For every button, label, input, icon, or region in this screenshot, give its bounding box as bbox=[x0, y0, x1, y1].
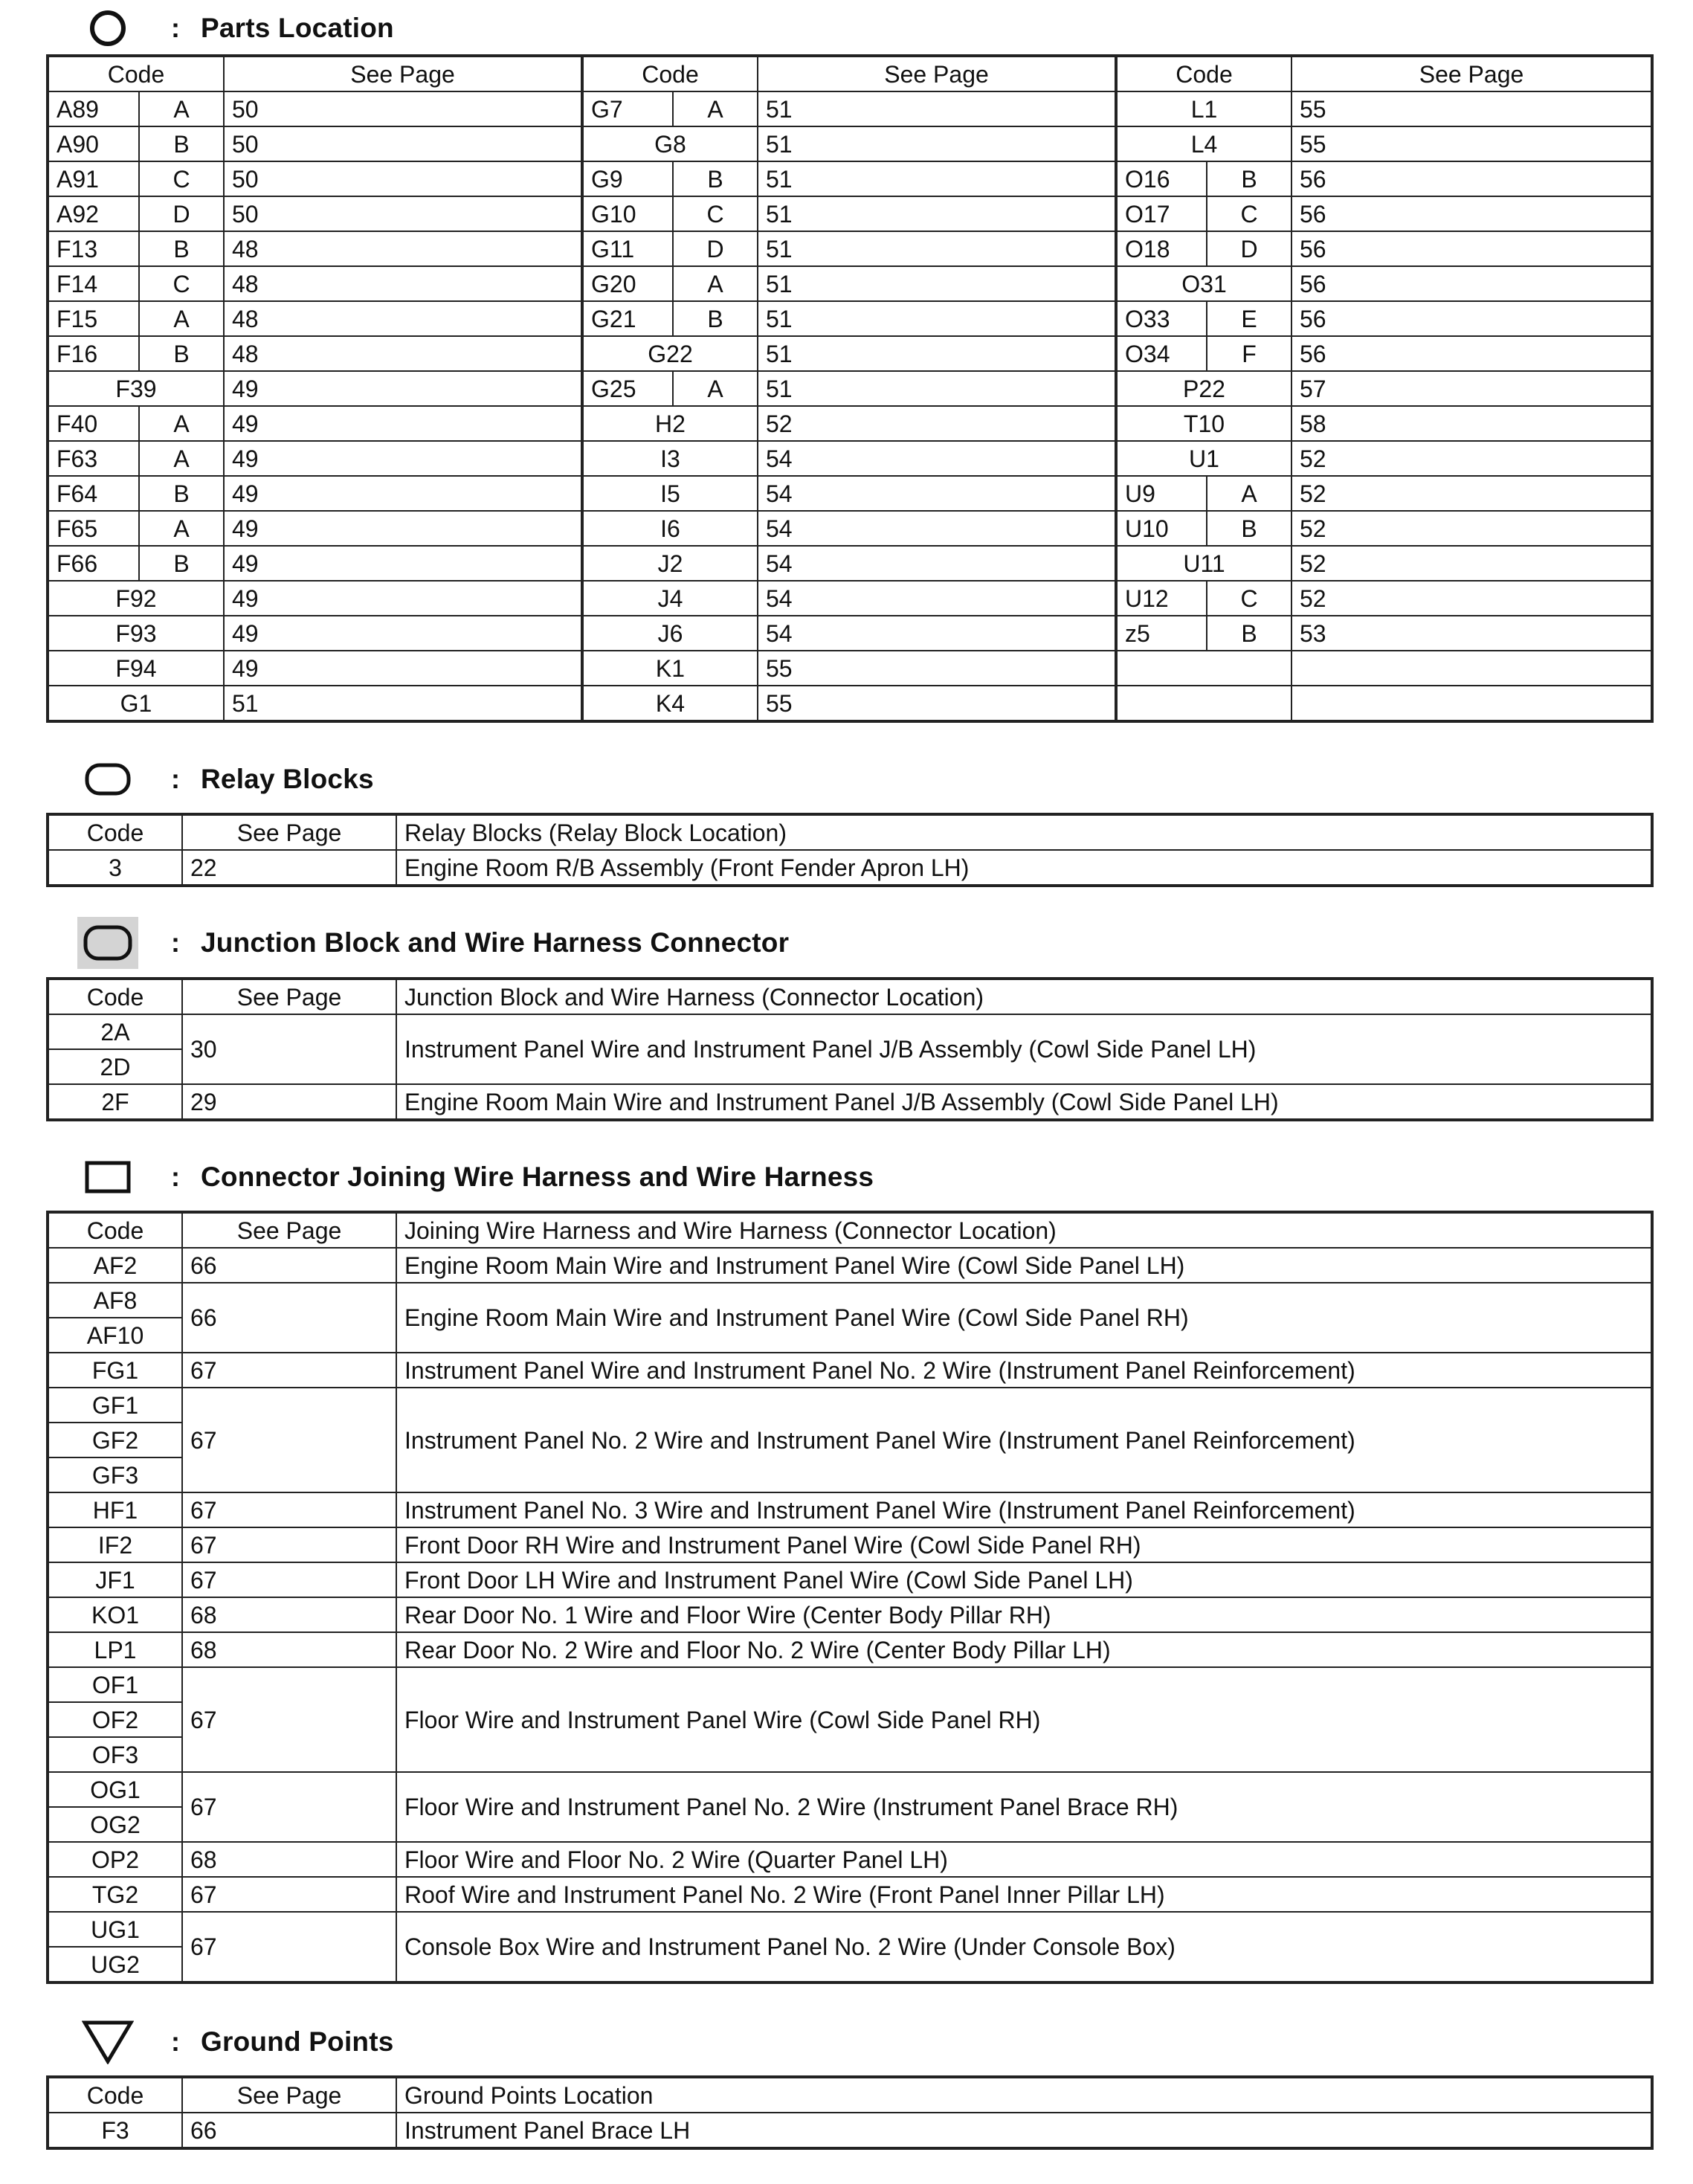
table-row bbox=[48, 1084, 1651, 1119]
code-cell: LP1 bbox=[48, 1632, 182, 1667]
see-page-value: 50 bbox=[224, 126, 582, 161]
shaded-rounded-rect-icon bbox=[74, 921, 141, 965]
see-page-header: See Page bbox=[182, 979, 396, 1014]
table-row bbox=[48, 1014, 1651, 1049]
see-page-value: 52 bbox=[758, 406, 1116, 441]
see-page-value: 66 bbox=[182, 1283, 396, 1353]
code-cell: OF3 bbox=[48, 1737, 182, 1772]
table-row bbox=[48, 511, 1651, 546]
see-page-value: 54 bbox=[758, 616, 1116, 651]
part-code: O18 bbox=[1116, 231, 1207, 266]
location-description: Front Door LH Wire and Instrument Panel Wire (Cowl Side Panel LH) bbox=[396, 1562, 1651, 1597]
see-page-value: 51 bbox=[758, 91, 1116, 126]
see-page-value: 22 bbox=[182, 850, 396, 885]
location-letter: D bbox=[673, 231, 758, 266]
see-page-value: 52 bbox=[1291, 511, 1651, 546]
see-page-value: 56 bbox=[1291, 196, 1651, 231]
part-code: F64 bbox=[48, 476, 139, 511]
location-description: Floor Wire and Floor No. 2 Wire (Quarter Panel LH) bbox=[396, 1842, 1651, 1877]
ground-points-table bbox=[48, 2077, 1652, 2148]
part-code: F16 bbox=[48, 336, 139, 371]
part-code: I6 bbox=[582, 511, 758, 546]
part-code: G25 bbox=[582, 371, 673, 406]
table-row bbox=[48, 616, 1651, 651]
code-cell: OG2 bbox=[48, 1807, 182, 1842]
see-page-value: 54 bbox=[758, 546, 1116, 581]
part-code: F92 bbox=[48, 581, 224, 616]
section-title: Relay Blocks bbox=[201, 764, 374, 794]
location-description: Engine Room Main Wire and Instrument Panel J/B Assembly (Cowl Side Panel LH) bbox=[396, 1084, 1651, 1119]
section-title: Parts Location bbox=[201, 13, 394, 43]
part-code: F65 bbox=[48, 511, 139, 546]
heading-colon: : bbox=[171, 13, 180, 43]
see-page-value: 50 bbox=[224, 196, 582, 231]
part-code: L1 bbox=[1116, 91, 1291, 126]
location-letter: B bbox=[1207, 511, 1291, 546]
table-row bbox=[48, 476, 1651, 511]
see-page-value: 67 bbox=[182, 1492, 396, 1527]
table-row bbox=[48, 371, 1651, 406]
code-cell: TG2 bbox=[48, 1877, 182, 1912]
table-row bbox=[48, 1388, 1651, 1423]
see-page-value: 55 bbox=[1291, 91, 1651, 126]
code-header: Code bbox=[582, 57, 758, 91]
location-letter: D bbox=[139, 196, 224, 231]
location-letter: A bbox=[1207, 476, 1291, 511]
part-code: U1 bbox=[1116, 441, 1291, 476]
rectangle-icon bbox=[74, 1155, 141, 1199]
table-row bbox=[48, 1912, 1651, 1947]
see-page-value: 58 bbox=[1291, 406, 1651, 441]
location-letter: B bbox=[139, 546, 224, 581]
part-code: O33 bbox=[1116, 301, 1207, 336]
see-page-value: 29 bbox=[182, 1084, 396, 1119]
see-page-value: 48 bbox=[224, 336, 582, 371]
code-cell: HF1 bbox=[48, 1492, 182, 1527]
part-code: G11 bbox=[582, 231, 673, 266]
parts-location-table bbox=[48, 56, 1652, 721]
see-page-value: 54 bbox=[758, 581, 1116, 616]
location-description: Roof Wire and Instrument Panel No. 2 Wire (Front Panel Inner Pillar LH) bbox=[396, 1877, 1651, 1912]
part-code: H2 bbox=[582, 406, 758, 441]
see-page-value: 49 bbox=[224, 616, 582, 651]
part-code: O17 bbox=[1116, 196, 1207, 231]
relay-blocks-table bbox=[48, 814, 1652, 886]
see-page-value: 51 bbox=[758, 196, 1116, 231]
part-code: U9 bbox=[1116, 476, 1207, 511]
see-page-value: 49 bbox=[224, 476, 582, 511]
part-code: G8 bbox=[582, 126, 758, 161]
table-row bbox=[48, 2113, 1651, 2148]
table-row bbox=[48, 1527, 1651, 1562]
junction-block-table bbox=[48, 979, 1652, 1120]
see-page-value: 52 bbox=[1291, 441, 1651, 476]
parts-location-heading bbox=[74, 6, 394, 51]
part-code: U10 bbox=[1116, 511, 1207, 546]
see-page-value: 67 bbox=[182, 1562, 396, 1597]
code-cell: 2A bbox=[48, 1014, 182, 1049]
part-code bbox=[1116, 686, 1291, 721]
location-header: Junction Block and Wire Harness (Connector Location) bbox=[396, 979, 1651, 1014]
location-description: Engine Room R/B Assembly (Front Fender Apron LH) bbox=[396, 850, 1651, 885]
part-code: A89 bbox=[48, 91, 139, 126]
part-code: J6 bbox=[582, 616, 758, 651]
see-page-value: 52 bbox=[1291, 546, 1651, 581]
part-code: T10 bbox=[1116, 406, 1291, 441]
rounded-rect-icon bbox=[74, 757, 141, 802]
code-cell: FG1 bbox=[48, 1353, 182, 1388]
connector-joining-table bbox=[48, 1212, 1652, 1982]
see-page-value: 49 bbox=[224, 371, 582, 406]
see-page-value: 51 bbox=[224, 686, 582, 721]
table-row bbox=[48, 546, 1651, 581]
code-cell: IF2 bbox=[48, 1527, 182, 1562]
table-row bbox=[48, 1597, 1651, 1632]
table-row bbox=[48, 850, 1651, 885]
see-page-value: 48 bbox=[224, 231, 582, 266]
see-page-value: 55 bbox=[1291, 126, 1651, 161]
see-page-value: 67 bbox=[182, 1527, 396, 1562]
code-cell: JF1 bbox=[48, 1562, 182, 1597]
table-row bbox=[48, 686, 1651, 721]
part-code: z5 bbox=[1116, 616, 1207, 651]
location-header: Relay Blocks (Relay Block Location) bbox=[396, 815, 1651, 850]
table-row bbox=[48, 161, 1651, 196]
code-cell: GF2 bbox=[48, 1423, 182, 1457]
relay-blocks-heading bbox=[74, 757, 374, 802]
table-header-row bbox=[48, 1213, 1651, 1248]
location-description: Rear Door No. 1 Wire and Floor Wire (Center Body Pillar RH) bbox=[396, 1597, 1651, 1632]
location-letter: C bbox=[1207, 581, 1291, 616]
see-page-value: 68 bbox=[182, 1632, 396, 1667]
code-cell: GF3 bbox=[48, 1457, 182, 1492]
heading-colon: : bbox=[171, 1162, 180, 1192]
part-code: A91 bbox=[48, 161, 139, 196]
part-code: G7 bbox=[582, 91, 673, 126]
location-letter: C bbox=[673, 196, 758, 231]
location-letter: C bbox=[1207, 196, 1291, 231]
table-row bbox=[48, 651, 1651, 686]
table-row bbox=[48, 1248, 1651, 1283]
table-row bbox=[48, 1877, 1651, 1912]
see-page-value: 51 bbox=[758, 266, 1116, 301]
see-page-header: See Page bbox=[182, 815, 396, 850]
location-letter: B bbox=[139, 231, 224, 266]
see-page-value: 50 bbox=[224, 161, 582, 196]
code-cell: OF1 bbox=[48, 1667, 182, 1702]
see-page-value bbox=[1291, 651, 1651, 686]
code-cell: KO1 bbox=[48, 1597, 182, 1632]
location-header: Ground Points Location bbox=[396, 2078, 1651, 2113]
location-description: Instrument Panel Wire and Instrument Panel No. 2 Wire (Instrument Panel Reinforcement) bbox=[396, 1353, 1651, 1388]
table-header-row bbox=[48, 979, 1651, 1014]
see-page-value: 66 bbox=[182, 2113, 396, 2148]
location-letter: A bbox=[139, 91, 224, 126]
location-letter: D bbox=[1207, 231, 1291, 266]
see-page-value: 67 bbox=[182, 1877, 396, 1912]
see-page-value: 54 bbox=[758, 476, 1116, 511]
location-letter: A bbox=[673, 371, 758, 406]
circle-icon bbox=[74, 6, 141, 51]
see-page-value: 67 bbox=[182, 1388, 396, 1492]
table-header-row bbox=[48, 57, 1651, 91]
see-page-value: 51 bbox=[758, 301, 1116, 336]
section-title: Ground Points bbox=[201, 2026, 394, 2057]
see-page-value: 49 bbox=[224, 406, 582, 441]
part-code: F13 bbox=[48, 231, 139, 266]
table-row bbox=[48, 266, 1651, 301]
see-page-value: 48 bbox=[224, 301, 582, 336]
location-letter: F bbox=[1207, 336, 1291, 371]
see-page-value: 55 bbox=[758, 686, 1116, 721]
table-row bbox=[48, 91, 1651, 126]
see-page-value: 50 bbox=[224, 91, 582, 126]
see-page-value: 51 bbox=[758, 231, 1116, 266]
code-cell: 2F bbox=[48, 1084, 182, 1119]
part-code: A90 bbox=[48, 126, 139, 161]
table-header-row bbox=[48, 815, 1651, 850]
see-page-value: 51 bbox=[758, 371, 1116, 406]
part-code: U12 bbox=[1116, 581, 1207, 616]
part-code: I3 bbox=[582, 441, 758, 476]
part-code: O31 bbox=[1116, 266, 1291, 301]
table-row bbox=[48, 406, 1651, 441]
code-cell: AF2 bbox=[48, 1248, 182, 1283]
see-page-value: 51 bbox=[758, 161, 1116, 196]
code-cell: UG2 bbox=[48, 1947, 182, 1982]
code-cell: GF1 bbox=[48, 1388, 182, 1423]
part-code: A92 bbox=[48, 196, 139, 231]
location-letter: C bbox=[139, 266, 224, 301]
see-page-value: 67 bbox=[182, 1912, 396, 1982]
part-code: J4 bbox=[582, 581, 758, 616]
part-code: G20 bbox=[582, 266, 673, 301]
see-page-value: 67 bbox=[182, 1667, 396, 1772]
code-header: Code bbox=[48, 979, 182, 1014]
code-cell: OF2 bbox=[48, 1702, 182, 1737]
junction-block-heading bbox=[74, 921, 789, 965]
part-code: P22 bbox=[1116, 371, 1291, 406]
table-row bbox=[48, 1283, 1651, 1318]
part-code: O16 bbox=[1116, 161, 1207, 196]
code-header: Code bbox=[1116, 57, 1291, 91]
code-cell: OG1 bbox=[48, 1772, 182, 1807]
location-letter: A bbox=[139, 301, 224, 336]
see-page-value: 49 bbox=[224, 651, 582, 686]
see-page-header: See Page bbox=[182, 2078, 396, 2113]
ground-points-heading bbox=[74, 2020, 394, 2064]
down-triangle-icon bbox=[74, 2020, 141, 2064]
table-row bbox=[48, 1842, 1651, 1877]
section-title: Connector Joining Wire Harness and Wire Harness bbox=[201, 1162, 874, 1192]
location-letter: C bbox=[139, 161, 224, 196]
see-page-value: 54 bbox=[758, 441, 1116, 476]
heading-colon: : bbox=[171, 927, 180, 958]
location-description: Rear Door No. 2 Wire and Floor No. 2 Wire (Center Body Pillar LH) bbox=[396, 1632, 1651, 1667]
see-page-value: 68 bbox=[182, 1597, 396, 1632]
see-page-header: See Page bbox=[758, 57, 1116, 91]
location-letter: E bbox=[1207, 301, 1291, 336]
location-description: Instrument Panel No. 3 Wire and Instrument Panel Wire (Instrument Panel Reinforcement) bbox=[396, 1492, 1651, 1527]
see-page-value: 56 bbox=[1291, 301, 1651, 336]
table-header-row bbox=[48, 2078, 1651, 2113]
see-page-value: 49 bbox=[224, 546, 582, 581]
location-description: Instrument Panel Wire and Instrument Panel J/B Assembly (Cowl Side Panel LH) bbox=[396, 1014, 1651, 1084]
see-page-value: 51 bbox=[758, 126, 1116, 161]
see-page-value: 52 bbox=[1291, 581, 1651, 616]
part-code: G21 bbox=[582, 301, 673, 336]
code-header: Code bbox=[48, 57, 224, 91]
section-title: Junction Block and Wire Harness Connector bbox=[201, 927, 790, 958]
table-row bbox=[48, 1632, 1651, 1667]
heading-colon: : bbox=[171, 764, 180, 794]
code-cell: UG1 bbox=[48, 1912, 182, 1947]
location-letter: A bbox=[139, 441, 224, 476]
code-header: Code bbox=[48, 1213, 182, 1248]
table-row bbox=[48, 126, 1651, 161]
location-description: Floor Wire and Instrument Panel No. 2 Wire (Instrument Panel Brace RH) bbox=[396, 1772, 1651, 1842]
see-page-value: 51 bbox=[758, 336, 1116, 371]
table-row bbox=[48, 196, 1651, 231]
part-code: F63 bbox=[48, 441, 139, 476]
location-description: Front Door RH Wire and Instrument Panel Wire (Cowl Side Panel RH) bbox=[396, 1527, 1651, 1562]
see-page-value: 56 bbox=[1291, 161, 1651, 196]
table-row bbox=[48, 1492, 1651, 1527]
code-cell: 3 bbox=[48, 850, 182, 885]
location-letter: B bbox=[673, 301, 758, 336]
location-letter: B bbox=[1207, 161, 1291, 196]
location-letter: B bbox=[139, 476, 224, 511]
part-code bbox=[1116, 651, 1291, 686]
table-row bbox=[48, 1353, 1651, 1388]
see-page-value: 49 bbox=[224, 511, 582, 546]
see-page-value: 56 bbox=[1291, 336, 1651, 371]
see-page-value: 55 bbox=[758, 651, 1116, 686]
see-page-header: See Page bbox=[224, 57, 582, 91]
location-letter: B bbox=[139, 126, 224, 161]
table-row bbox=[48, 581, 1651, 616]
heading-colon: : bbox=[171, 2026, 180, 2057]
see-page-value: 67 bbox=[182, 1353, 396, 1388]
part-code: L4 bbox=[1116, 126, 1291, 161]
location-letter: B bbox=[139, 336, 224, 371]
part-code: G10 bbox=[582, 196, 673, 231]
table-row bbox=[48, 336, 1651, 371]
see-page-header: See Page bbox=[1291, 57, 1651, 91]
part-code: F66 bbox=[48, 546, 139, 581]
see-page-value: 56 bbox=[1291, 266, 1651, 301]
table-row bbox=[48, 231, 1651, 266]
part-code: K4 bbox=[582, 686, 758, 721]
part-code: F40 bbox=[48, 406, 139, 441]
location-description: Engine Room Main Wire and Instrument Panel Wire (Cowl Side Panel LH) bbox=[396, 1248, 1651, 1283]
part-code: F94 bbox=[48, 651, 224, 686]
part-code: G22 bbox=[582, 336, 758, 371]
code-header: Code bbox=[48, 2078, 182, 2113]
see-page-value: 49 bbox=[224, 441, 582, 476]
part-code: I5 bbox=[582, 476, 758, 511]
code-cell: AF10 bbox=[48, 1318, 182, 1353]
table-row bbox=[48, 1562, 1651, 1597]
location-header: Joining Wire Harness and Wire Harness (Connector Location) bbox=[396, 1213, 1651, 1248]
part-code: G1 bbox=[48, 686, 224, 721]
part-code: K1 bbox=[582, 651, 758, 686]
part-code: J2 bbox=[582, 546, 758, 581]
see-page-value: 67 bbox=[182, 1772, 396, 1842]
see-page-value: 68 bbox=[182, 1842, 396, 1877]
part-code: O34 bbox=[1116, 336, 1207, 371]
location-description: Instrument Panel No. 2 Wire and Instrument Panel Wire (Instrument Panel Reinforcement) bbox=[396, 1388, 1651, 1492]
see-page-value: 53 bbox=[1291, 616, 1651, 651]
location-letter: B bbox=[673, 161, 758, 196]
location-letter: A bbox=[139, 406, 224, 441]
see-page-value: 52 bbox=[1291, 476, 1651, 511]
location-description: Engine Room Main Wire and Instrument Panel Wire (Cowl Side Panel RH) bbox=[396, 1283, 1651, 1353]
table-row bbox=[48, 1772, 1651, 1807]
code-cell: OP2 bbox=[48, 1842, 182, 1877]
see-page-value: 56 bbox=[1291, 231, 1651, 266]
see-page-value: 54 bbox=[758, 511, 1116, 546]
part-code: G9 bbox=[582, 161, 673, 196]
location-letter: A bbox=[673, 266, 758, 301]
see-page-value: 30 bbox=[182, 1014, 396, 1084]
location-letter: A bbox=[673, 91, 758, 126]
part-code: F15 bbox=[48, 301, 139, 336]
code-cell: AF8 bbox=[48, 1283, 182, 1318]
location-description: Instrument Panel Brace LH bbox=[396, 2113, 1651, 2148]
location-letter: A bbox=[139, 511, 224, 546]
connector-joining-heading bbox=[74, 1155, 874, 1199]
part-code: F93 bbox=[48, 616, 224, 651]
see-page-value bbox=[1291, 686, 1651, 721]
table-row bbox=[48, 441, 1651, 476]
see-page-value: 49 bbox=[224, 581, 582, 616]
location-letter: B bbox=[1207, 616, 1291, 651]
see-page-value: 66 bbox=[182, 1248, 396, 1283]
table-row bbox=[48, 1667, 1651, 1702]
part-code: F39 bbox=[48, 371, 224, 406]
code-cell: F3 bbox=[48, 2113, 182, 2148]
code-header: Code bbox=[48, 815, 182, 850]
code-cell: 2D bbox=[48, 1049, 182, 1084]
part-code: F14 bbox=[48, 266, 139, 301]
see-page-value: 48 bbox=[224, 266, 582, 301]
table-row bbox=[48, 301, 1651, 336]
see-page-value: 57 bbox=[1291, 371, 1651, 406]
part-code: U11 bbox=[1116, 546, 1291, 581]
location-description: Floor Wire and Instrument Panel Wire (Cowl Side Panel RH) bbox=[396, 1667, 1651, 1772]
location-description: Console Box Wire and Instrument Panel No. 2 Wire (Under Console Box) bbox=[396, 1912, 1651, 1982]
see-page-header: See Page bbox=[182, 1213, 396, 1248]
